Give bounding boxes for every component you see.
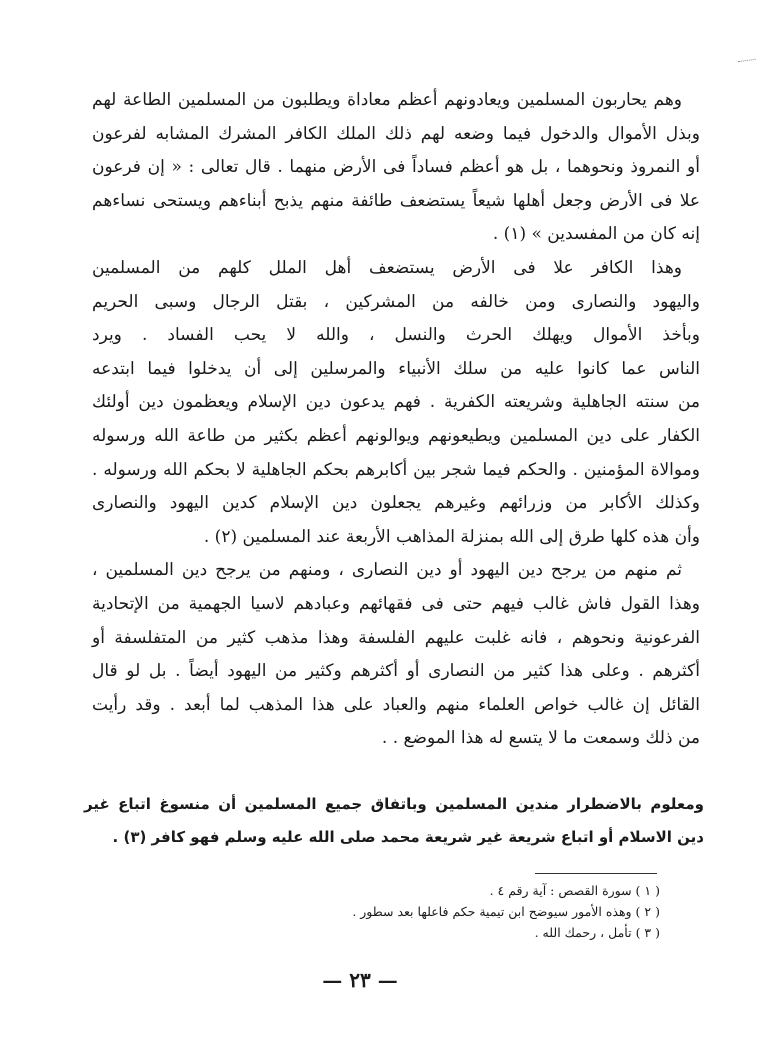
paragraph-1 [92,84,700,252]
footnote-3: ( ٣ ) تأمل ، رحمك الله . [534,925,660,940]
text-line: وموالاة المؤمنين . والحكم فيما شجر بين أكابرهم بحكم الجاهلية لا بحكم الله ورسوله . [92,459,700,480]
text-line: من ذلك وسمعت ما لا يتسع له هذا الموضع . . [381,728,700,749]
text-line: أو النمروذ ونحوهما ، بل هو أعظم فساداً فى الأرض منهما . قال تعالى : « إن فرعون [92,157,700,178]
text-line: الكفار على دين المسلمين ويطيعونهم ويوالونهم أعظم بكثير من طاعة الله ورسوله [92,425,700,446]
text-line: وهذا الكافر علا فى الأرض يستضعف أهل الملل كلهم من المسلمين [92,257,682,278]
text-line: وكذلك الأكابر من وزرائهم وغيرهم يجعلون دين الإسلام كدين اليهود والنصارى [92,493,700,514]
text-line: إنه كان من المفسدين » (١) . [492,224,700,245]
page-number: — ٢٣ — [322,968,398,992]
text-line: القائل إن غالب خواص العلماء منهم والعباد على هذا المذهب لما أبعد . وقد رأيت [92,694,700,715]
corner-mark [738,59,757,66]
footnotes [200,880,660,943]
footnote-1: ( ١ ) سورة القصص : آية رقم ٤ . [489,883,660,898]
footnote-separator [535,873,657,874]
text-line: وهذا القول فاش غالب فيهم حتى فى فقهائهم وعبادهم لاسيا الجهمية من الإتحادية [92,593,700,614]
text-line: الفرعونية ونحوهم ، فانه غلبت عليهم الفلسفة وهذا مذهب كثير من المتفلسفة أو [92,627,700,648]
paragraph-3 [92,554,700,756]
text-line: أكثرهم . وعلى هذا كثير من النصارى أو أكثرهم وكثير من اليهود أيضاً . بل لو قال [92,661,700,682]
text-line: وأن هذه كلها طرق إلى الله بمنزلة المذاهب الأربعة عند المسلمين (٢) . [203,526,700,547]
bold-text-line: دين الاسلام أو اتباع شريعة غير شريعة محمد صلى الله عليه وسلم فهو كافر (٣) . [112,828,704,846]
text-line: وبذل الأموال والدخول فيما وضعه لهم ذلك الملك الكافر المشرك المشابه لفرعون [92,123,700,144]
bold-text-line: ومعلوم بالاضطرار مندين المسلمين وباتفاق جميع المسلمين أن منسوغ اتباع غير [84,795,704,813]
paragraph-2 [92,252,700,554]
text-line: علا فى الأرض وجعل أهلها شيعاً يستضعف طائفة منهم يذبح أبناءهم ويستحى نساءهم [92,190,700,211]
body-text [92,84,700,756]
text-line: من سنته الجاهلية وشريعته الكفرية . فهم يدعون دين الإسلام ويعظمون دين أولئك [92,392,700,413]
text-line: وهم يحاربون المسلمين ويعادونهم أعظم معاداة ويطلبون من المسلمين الطاعة لهم [92,90,682,110]
footnote-2: ( ٢ ) وهذه الأمور سيوضح ابن تيمية حكم فاعلها بعد سطور . [352,904,660,919]
text-line: ثم منهم من يرجح دين اليهود أو دين النصارى ، ومنهم من يرجح دين المسلمين ، [92,560,682,581]
bold-paragraph [84,788,704,854]
text-line: الناس عما كانوا عليه من سلك الأنبياء والمرسلين إلى أن يدخلوا فيما ابتدعه [92,358,700,379]
text-line: واليهود والنصارى ومن خالفه من المشركين ، بقتل الرجال وسبى الحريم [92,291,700,312]
text-line: وبأخذ الأموال ويهلك الحرث والنسل ، والله لا يحب الفساد . ويرد [92,325,700,346]
